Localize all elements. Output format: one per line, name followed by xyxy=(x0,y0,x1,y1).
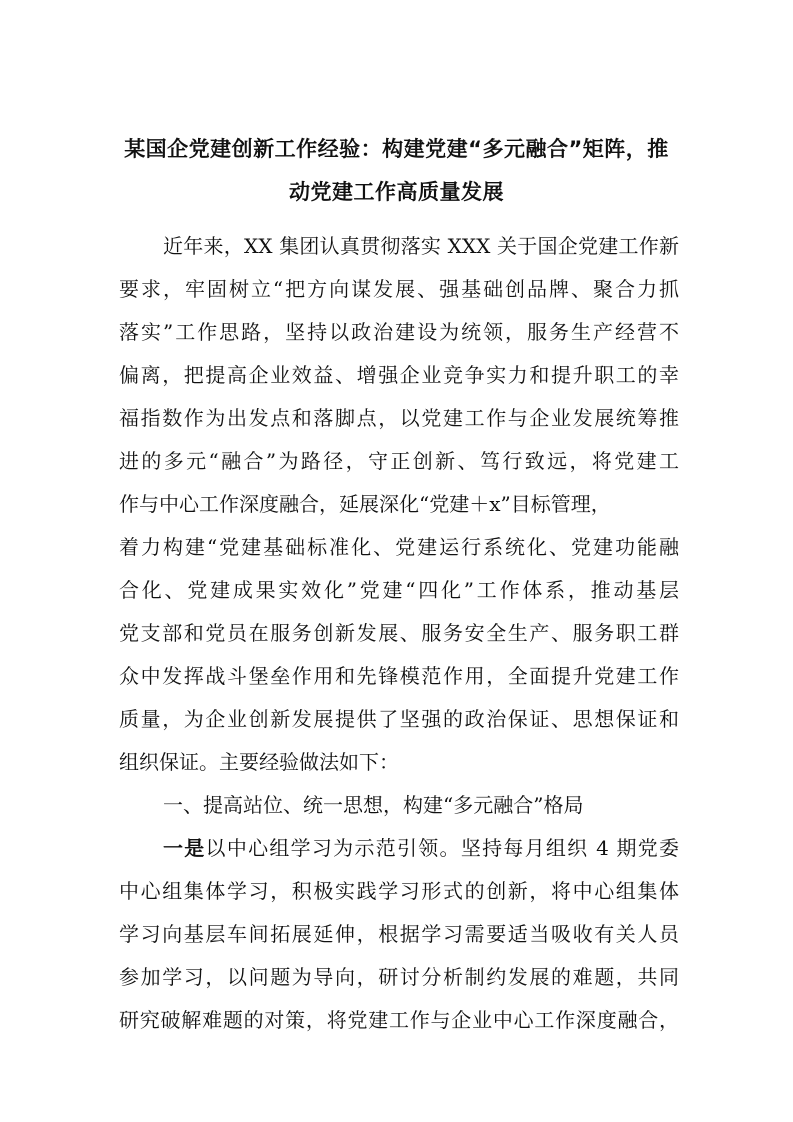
paragraph-lead: 一是 xyxy=(163,836,206,860)
paragraph-line: 众中发挥战斗堡垒作用和先锋模范作用，全面提升党建工作 xyxy=(119,664,679,688)
paragraph-line: 合化、党建成果实效化”党建“四化”工作体系，推动基层 xyxy=(119,578,679,602)
paragraph-line: 学习向基层车间拓展延伸，根据学习需要适当吸收有关人员 xyxy=(119,922,679,946)
paragraph-line: 进的多元“融合”为路径，守正创新、笃行致远，将党建工 xyxy=(119,449,679,473)
paragraph-line: 近年来，XX 集团认真贯彻落实 XXX 关于国企党建工作新 xyxy=(163,234,679,258)
paragraph-line: 落实”工作思路，坚持以政治建设为统领，服务生产经营不 xyxy=(119,320,679,344)
paragraph-line: 参加学习，以问题为导向，研讨分析制约发展的难题，共同 xyxy=(119,965,679,989)
paragraph-line: 偏离，把提高企业效益、增强企业竞争实力和提升职工的幸 xyxy=(119,363,679,387)
paragraph-line: 党支部和党员在服务创新发展、服务安全生产、服务职工群 xyxy=(119,621,679,645)
section-heading: 一、提高站位、统一思想，构建“多元融合”格局 xyxy=(163,793,584,817)
paragraph-line: 质量，为企业创新发展提供了坚强的政治保证、思想保证和 xyxy=(119,707,679,731)
document-title-line-1: 某国企党建创新工作经验：构建党建“多元融合”矩阵，推 xyxy=(124,137,669,161)
document-title-line-2: 动党建工作高质量发展 xyxy=(289,180,504,204)
paragraph-lead-rest: 以中心组学习为示范引领。坚持每月组织 4 期党委 xyxy=(205,836,679,860)
paragraph-line xyxy=(163,836,679,860)
paragraph-line: 福指数作为出发点和落脚点，以党建工作与企业发展统筹推 xyxy=(119,406,679,430)
paragraph-line: 中心组集体学习，积极实践学习形式的创新，将中心组集体 xyxy=(119,879,679,903)
paragraph-line: 要求，牢固树立“把方向谋发展、强基础创品牌、聚合力抓 xyxy=(119,277,679,301)
paragraph-line: 着力构建“党建基础标准化、党建运行系统化、党建功能融 xyxy=(119,535,679,559)
paragraph-line: 作与中心工作深度融合，延展深化“党建＋x”目标管理， xyxy=(119,492,611,516)
paragraph-line: 研究破解难题的对策，将党建工作与企业中心工作深度融合， xyxy=(119,1008,679,1032)
paragraph-line: 组织保证。主要经验做法如下： xyxy=(119,750,399,774)
